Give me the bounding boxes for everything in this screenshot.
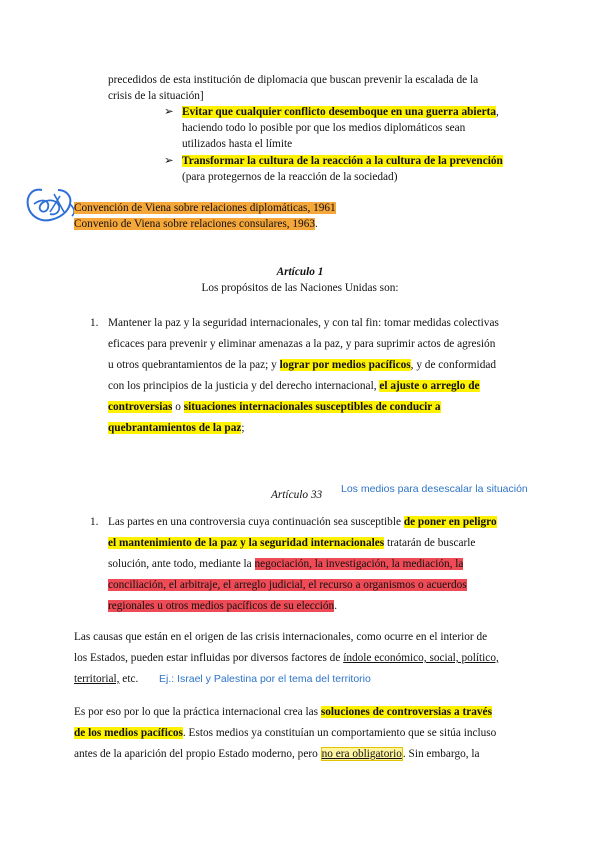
bullet-2-line-2: (para protegernos de la reacción de la sociedad)	[182, 171, 398, 183]
article-1-line-3c: , y de conformidad	[410, 359, 496, 371]
solutions-line-2b: . Estos medios ya constituían un comportamiento que se sitúa incluso	[182, 727, 497, 739]
solutions-line-1a: Es por eso por lo que la práctica internacional crea las	[74, 706, 321, 718]
article-1-highlight-pacific: lograr por medios pacíficos	[279, 359, 411, 371]
article-1-highlight-arreglo: el ajuste o arreglo de	[379, 380, 480, 392]
bullet-1-highlight: Evitar que cualquier conflicto desemboque en una guerra abierta	[182, 106, 497, 118]
solutions-line-3c: . Sin embargo, la	[402, 748, 480, 760]
solutions-highlight-obligatorio: no era obligatorio	[321, 748, 402, 760]
causes-annotation: Ej.: Israel y Palestina por el tema del territorio	[159, 673, 371, 685]
convention-consular: Convenio de Viena sobre relaciones consulares, 1963	[74, 218, 315, 230]
article-33-line-2b: tratarán de buscarle	[384, 537, 476, 549]
article-1-line-3a: u otros quebrantamientos de la paz; y	[108, 359, 280, 371]
article-33-line-3a: solución, ante todo, mediante la	[108, 558, 255, 570]
conventions-list	[74, 200, 336, 232]
article-1-line-5b: o	[172, 401, 184, 413]
intro-line-1: precedidos de esta institución de diplomacia que buscan prevenir la escalada de la	[108, 74, 479, 86]
article-33-line-1a: Las partes en una controversia cuya continuación sea susceptible	[108, 516, 404, 528]
article-33-highlight-means-3: regionales u otros medios pacíficos de su elección	[108, 600, 335, 612]
article-33-item-number: 1.	[90, 516, 99, 528]
causes-underline-territorial: territorial,	[74, 673, 120, 685]
intro-paragraph	[108, 72, 530, 104]
article-1-subtitle: Los propósitos de las Naciones Unidas son:	[201, 282, 399, 294]
causes-line-3b: etc.	[119, 673, 139, 685]
causes-line-2a: los Estados, pueden estar influidas por diversos factores de	[74, 652, 344, 664]
causes-line-1: Las causas que están en el origen de las crisis internacionales, como ocurre en el interior de	[74, 631, 488, 643]
arrow-bullet-icon: ➢	[164, 155, 174, 167]
bullet-1-comma: ,	[496, 106, 499, 118]
article-33-annotation: Los medios para desescalar la situación	[341, 483, 528, 495]
article-33-highlight-means-1: negociación, la investigación, la mediación, la	[254, 558, 464, 570]
article-1-title: Artículo 1	[276, 266, 324, 278]
article-1-item-number: 1.	[90, 317, 99, 329]
article-1-line-2: eficaces para prevenir y eliminar amenazas a la paz, y para suprimir actos de agresión	[108, 338, 496, 350]
article-1-line-1: Mantener la paz y la seguridad internacionales, y con tal fin: tomar medidas colectivas	[108, 317, 499, 329]
article-33-highlight-mantenimiento: el mantenimiento de la paz y la seguridad internacionales	[108, 537, 385, 549]
article-1-heading	[0, 264, 600, 296]
article-33-line-5b: .	[334, 600, 338, 612]
convention-period: .	[315, 218, 318, 230]
article-1-item	[90, 313, 530, 439]
bullet-2-highlight: Transformar la cultura de la reacción a la cultura de la prevención	[182, 155, 503, 167]
article-1-highlight-situaciones: situaciones internacionales susceptibles de conducir a	[183, 401, 441, 413]
bullet-item-1	[164, 104, 532, 152]
arrow-bullet-icon: ➢	[164, 106, 174, 118]
article-1-line-4a: con los principios de la justicia y del derecho internacional,	[108, 380, 380, 392]
article-1-highlight-controversias: controversias	[108, 401, 173, 413]
bullet-item-2	[164, 153, 532, 185]
bullet-1-line-3: utilizados hasta el límite	[182, 138, 293, 150]
article-1-line-6b: ;	[241, 422, 245, 434]
solutions-highlight-1: soluciones de controversias a través	[320, 706, 492, 718]
bullet-1-line-2: haciendo todo lo posible por que los medios diplomáticos sean	[182, 122, 466, 134]
intro-line-2: crisis de la situación]	[108, 90, 204, 102]
solutions-paragraph	[74, 702, 530, 765]
solutions-highlight-2: de los medios pacíficos	[74, 727, 183, 739]
article-33-highlight-peligro: de poner en peligro	[403, 516, 497, 528]
article-33-item	[90, 512, 530, 617]
convention-diplomatic: Convención de Viena sobre relaciones diplomáticas, 1961	[74, 202, 336, 214]
causes-underline-factors: índole económico, social, político,	[343, 652, 499, 664]
article-1-highlight-quebrantamientos: quebrantamientos de la paz	[108, 422, 242, 434]
solutions-line-3a: antes de la aparición del propio Estado moderno, pero	[74, 748, 321, 760]
article-33-highlight-means-2: conciliación, el arbitraje, el arreglo judicial, el recurso a organismos o acuerdos	[108, 579, 467, 591]
handwritten-scribble-icon	[20, 182, 78, 230]
article-33-title: Artículo 33	[271, 489, 323, 501]
